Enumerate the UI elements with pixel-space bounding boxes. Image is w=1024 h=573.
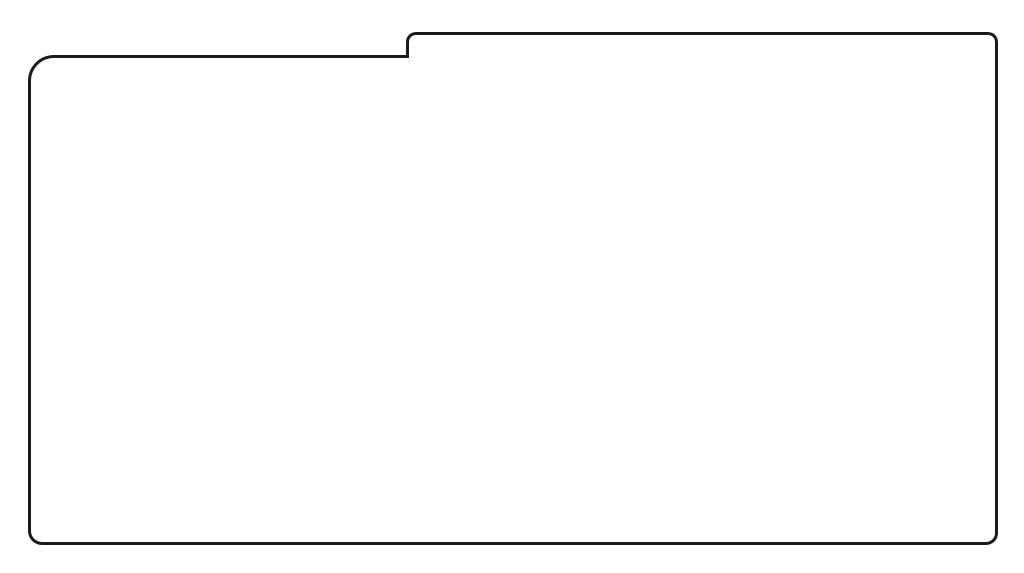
column-header-datum-sluiting (475, 35, 563, 58)
table-body (28, 55, 998, 545)
column-header-datum-open (409, 35, 475, 58)
table-header (406, 32, 998, 58)
